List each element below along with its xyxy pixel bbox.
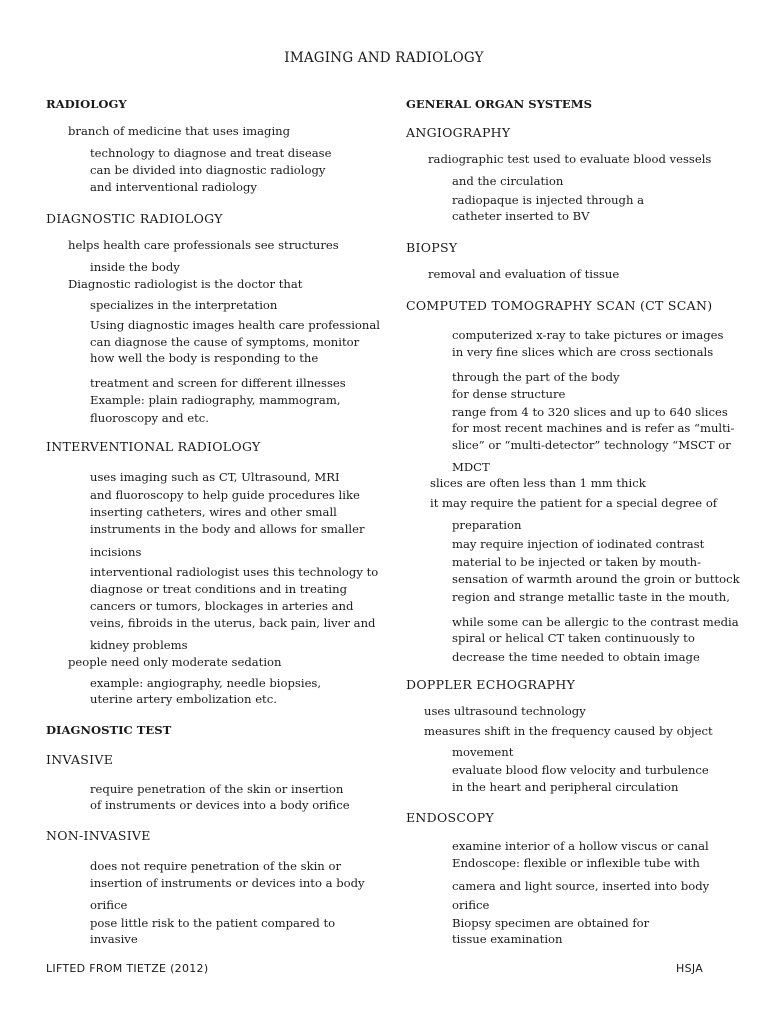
subheading-diagnostic-radiology: DIAGNOSTIC RADIOLOGY (46, 211, 223, 226)
text-line: preparation (452, 518, 522, 532)
text-line: uterine artery embolization etc. (90, 692, 277, 706)
text-line: diagnose or treat conditions and in treating (90, 582, 348, 596)
text-line: kidney problems (90, 638, 188, 652)
text-line: branch of medicine that uses imaging (68, 124, 291, 138)
text-line: measures shift in the frequency caused by object (424, 724, 713, 738)
text-line: movement (452, 745, 514, 759)
text-line: require penetration of the skin or insertion (90, 782, 344, 796)
text-line: may require injection of iodinated contrast (452, 537, 705, 551)
text-line: can diagnose the cause of symptoms, monitor (90, 335, 360, 349)
subheading-invasive: INVASIVE (46, 752, 114, 767)
text-line: catheter inserted to BV (452, 209, 590, 223)
text-line: helps health care professionals see structures (68, 238, 339, 252)
text-line: while some can be allergic to the contrast media (452, 615, 739, 629)
text-line: decrease the time needed to obtain image (452, 650, 700, 664)
text-line: veins, fibroids in the uterus, back pain, liver and (90, 616, 376, 630)
text-line: treatment and screen for different illnesses (90, 376, 346, 390)
text-line: radiographic test used to evaluate blood vessels (428, 152, 712, 166)
text-line: radiopaque is injected through a (452, 193, 645, 207)
text-line: and fluoroscopy to help guide procedures like (90, 488, 360, 502)
text-line: camera and light source, inserted into body (452, 879, 710, 893)
text-line: Example: plain radiography, mammogram, (90, 393, 341, 407)
text-line: slice” or “multi-detector” technology “MSCT or (452, 438, 731, 452)
text-line: in very fine slices which are cross sectionals (452, 345, 714, 359)
section-heading-diagnostic-test: DIAGNOSTIC TEST (46, 723, 172, 737)
text-line: inside the body (90, 260, 180, 274)
subheading-ct-scan: COMPUTED TOMOGRAPHY SCAN (CT SCAN) (406, 298, 713, 313)
text-line: computerized x-ray to take pictures or images (452, 328, 724, 342)
subheading-interventional-radiology: INTERVENTIONAL RADIOLOGY (46, 439, 261, 454)
text-line: instruments in the body and allows for smaller (90, 522, 365, 536)
text-line: how well the body is responding to the (90, 351, 319, 365)
text-line: uses ultrasound technology (424, 704, 586, 718)
text-line: orifice (90, 898, 128, 912)
text-line: spiral or helical CT taken continuously to (452, 631, 695, 645)
text-line: orifice (452, 898, 490, 912)
text-line: specializes in the interpretation (90, 298, 278, 312)
text-line: region and strange metallic taste in the mouth, (452, 590, 730, 604)
text-line: through the part of the body (452, 370, 620, 384)
text-line: sensation of warmth around the groin or buttock (452, 572, 740, 586)
text-line: examine interior of a hollow viscus or canal (452, 839, 709, 853)
text-line: interventional radiologist uses this technology to (90, 565, 379, 579)
subheading-biopsy: BIOPSY (406, 240, 458, 255)
subheading-angiography: ANGIOGRAPHY (406, 125, 511, 140)
page-title: IMAGING AND RADIOLOGY (284, 50, 484, 66)
text-line: people need only moderate sedation (68, 655, 282, 669)
text-line: incisions (90, 545, 142, 559)
subheading-doppler-echography: DOPPLER ECHOGRAPHY (406, 677, 576, 692)
subheading-endoscopy: ENDOSCOPY (406, 810, 495, 825)
text-line: evaluate blood flow velocity and turbulence (452, 763, 709, 777)
text-line: uses imaging such as CT, Ultrasound, MRI (90, 470, 340, 484)
text-line: insertion of instruments or devices into a body (90, 876, 365, 890)
section-heading-radiology: RADIOLOGY (46, 97, 127, 111)
text-line: technology to diagnose and treat disease (90, 146, 332, 160)
text-line: for dense structure (452, 387, 566, 401)
text-line: and interventional radiology (90, 180, 257, 194)
text-line: pose little risk to the patient compared to (90, 916, 336, 930)
footer-source: LIFTED FROM TIETZE (2012) (46, 962, 209, 975)
text-line: range from 4 to 320 slices and up to 640 slices (452, 405, 728, 419)
text-line: does not require penetration of the skin or (90, 859, 341, 873)
text-line: can be divided into diagnostic radiology (90, 163, 326, 177)
text-line: example: angiography, needle biopsies, (90, 676, 322, 690)
footer-initials: HSJA (676, 962, 704, 975)
text-line: slices are often less than 1 mm thick (430, 476, 646, 490)
text-line: material to be injected or taken by mouth- (452, 555, 701, 569)
section-heading-general-organ-systems: GENERAL ORGAN SYSTEMS (406, 97, 592, 111)
text-line: invasive (90, 932, 138, 946)
text-line: inserting catheters, wires and other small (90, 505, 337, 519)
text-line: fluoroscopy and etc. (90, 411, 209, 425)
text-line: cancers or tumors, blockages in arteries and (90, 599, 354, 613)
text-line: it may require the patient for a special degree of (430, 496, 718, 510)
text-line: for most recent machines and is refer as “multi- (452, 421, 735, 435)
text-line: Using diagnostic images health care professional (90, 318, 380, 332)
text-line: and the circulation (452, 174, 564, 188)
text-line: MDCT (452, 460, 490, 474)
subheading-non-invasive: NON-INVASIVE (46, 828, 151, 843)
text-line: Biopsy specimen are obtained for (452, 916, 650, 930)
text-line: in the heart and peripheral circulation (452, 780, 679, 794)
text-line: of instruments or devices into a body orifice (90, 798, 350, 812)
text-line: Endoscope: flexible or inflexible tube with (452, 856, 700, 870)
text-line: removal and evaluation of tissue (428, 267, 620, 281)
text-line: Diagnostic radiologist is the doctor that (68, 277, 303, 291)
text-line: tissue examination (452, 932, 563, 946)
